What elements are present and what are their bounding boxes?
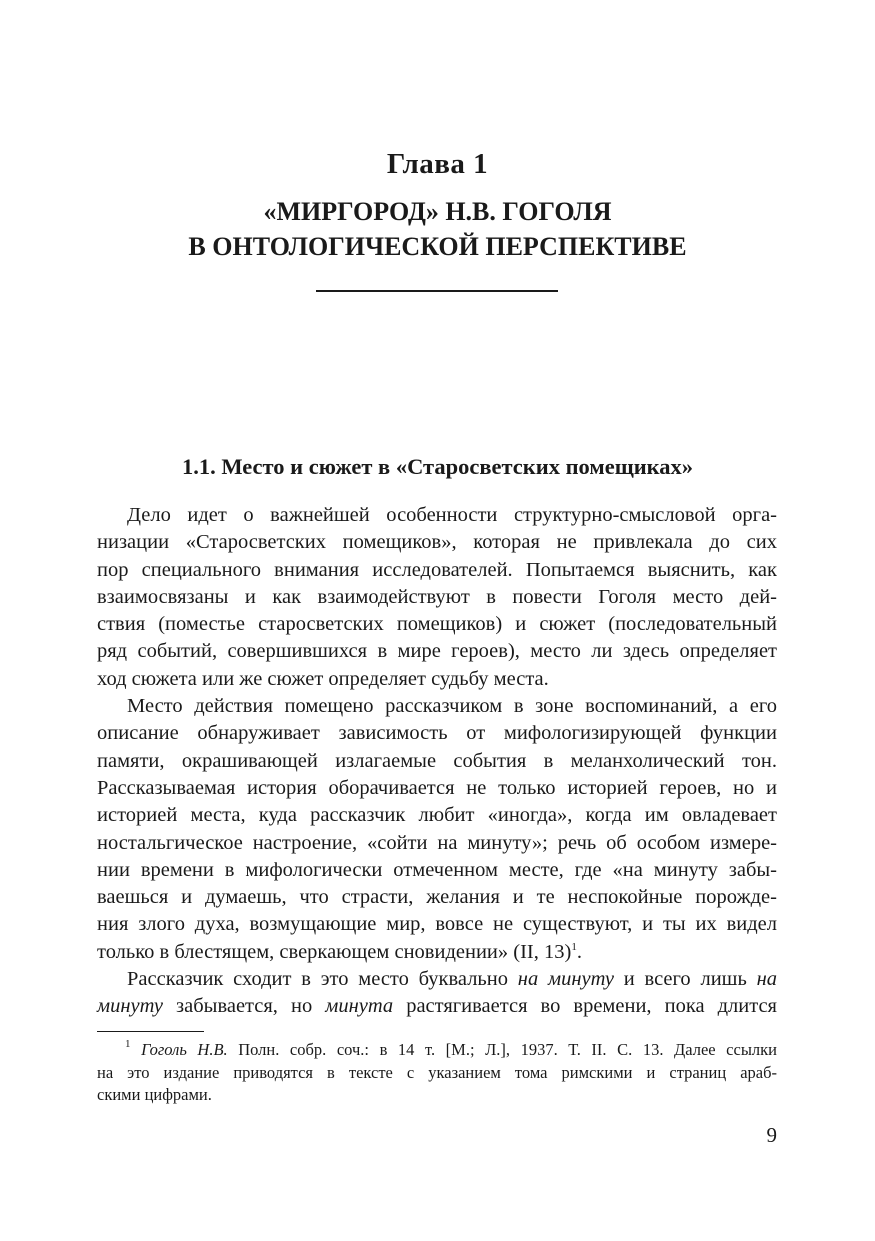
text-segment: и всего лишь (613, 968, 757, 991)
text-line: низации «Старосветских помещиков», которая не привлекала до сих (97, 531, 777, 554)
footnote (97, 1039, 777, 1107)
footnote-line: скими цифрами. (97, 1085, 212, 1104)
emphasis-text: минуту (97, 995, 163, 1018)
text-line: пор специального внимания исследователей. Попытаемся выяснить, как (97, 558, 777, 581)
emphasis-text: на (756, 968, 777, 991)
footnote-reference[interactable]: 1 (571, 940, 577, 953)
footnote-line (97, 1039, 777, 1062)
chapter-title-line-1: «МИРГОРОД» Н.В. ГОГОЛЯ (263, 197, 612, 226)
text-segment: . (576, 940, 582, 963)
section-heading: 1.1. Место и сюжет в «Старосветских помещиках» (181, 454, 694, 479)
text-line: ствия (поместье старосветских помещиков) и сюжет (последовательный (97, 613, 777, 636)
body-text (97, 502, 777, 1021)
text-line: ход сюжета или же сюжет определяет судьбу места. (97, 667, 549, 690)
text-line: ностальгическое настроение, «сойти на минуту»; речь об особом измере- (97, 831, 777, 854)
text-line: ния злого духа, возмущающие мир, вовсе не существуют, и ты их видел (97, 913, 777, 936)
footnote-divider (97, 1031, 204, 1032)
chapter-title (0, 194, 875, 264)
title-divider (316, 290, 558, 292)
text-line: историей места, куда рассказчик любит «иногда», когда им овладевает (97, 804, 777, 827)
text-line: ряд событий, совершившихся в мире героев), место ли здесь определяет (97, 640, 777, 663)
page-number: 9 (766, 1123, 777, 1147)
text-segment: только в блестящем, сверкающем сновидении» (II, 13) (97, 940, 572, 963)
text-line (97, 966, 777, 993)
text-segment: растягивается во времени, пока длится (393, 995, 777, 1018)
emphasis-text: на минуту (517, 968, 614, 991)
text-line (97, 993, 777, 1020)
footnote-mark: 1 (125, 1038, 131, 1050)
text-line: Рассказываемая история оборачивается не только историей героев, но и (97, 776, 777, 799)
emphasis-text: минута (325, 995, 394, 1018)
text-segment: Рассказчик сходит в это место буквально (127, 968, 518, 991)
text-line (97, 939, 777, 966)
text-line: нии времени в мифологически отмеченном месте, где «на минуту забы- (97, 858, 777, 881)
chapter-label: Глава 1 (386, 148, 489, 180)
text-line: памяти, окрашивающей излагаемые события в меланхолический тон. (97, 749, 777, 772)
text-segment: забывается, но (163, 995, 326, 1018)
text-line: ваешься и думаешь, что страсти, желания и те неспокойные порожде- (97, 886, 777, 909)
text-line: описание обнаруживает зависимость от мифологизирующей функции (97, 722, 777, 745)
text-line: взаимосвязаны и как взаимодействуют в повести Гоголя место дей- (97, 585, 777, 608)
footnote-author: Гоголь Н.В. (141, 1040, 228, 1059)
footnote-line: на это издание приводятся в тексте с указанием тома римскими и страниц араб- (97, 1062, 777, 1082)
text-line: Место действия помещено рассказчиком в зоне воспоминаний, а его (127, 695, 777, 718)
chapter-title-line-2: В ОНТОЛОГИЧЕСКОЙ ПЕРСПЕКТИВЕ (188, 232, 687, 261)
text-line: Дело идет о важнейшей особенности структурно-смысловой орга- (127, 504, 777, 526)
text-segment: Полн. собр. соч.: в 14 т. [М.; Л.], 1937. Т. II. С. 13. Далее ссылки (227, 1040, 777, 1059)
